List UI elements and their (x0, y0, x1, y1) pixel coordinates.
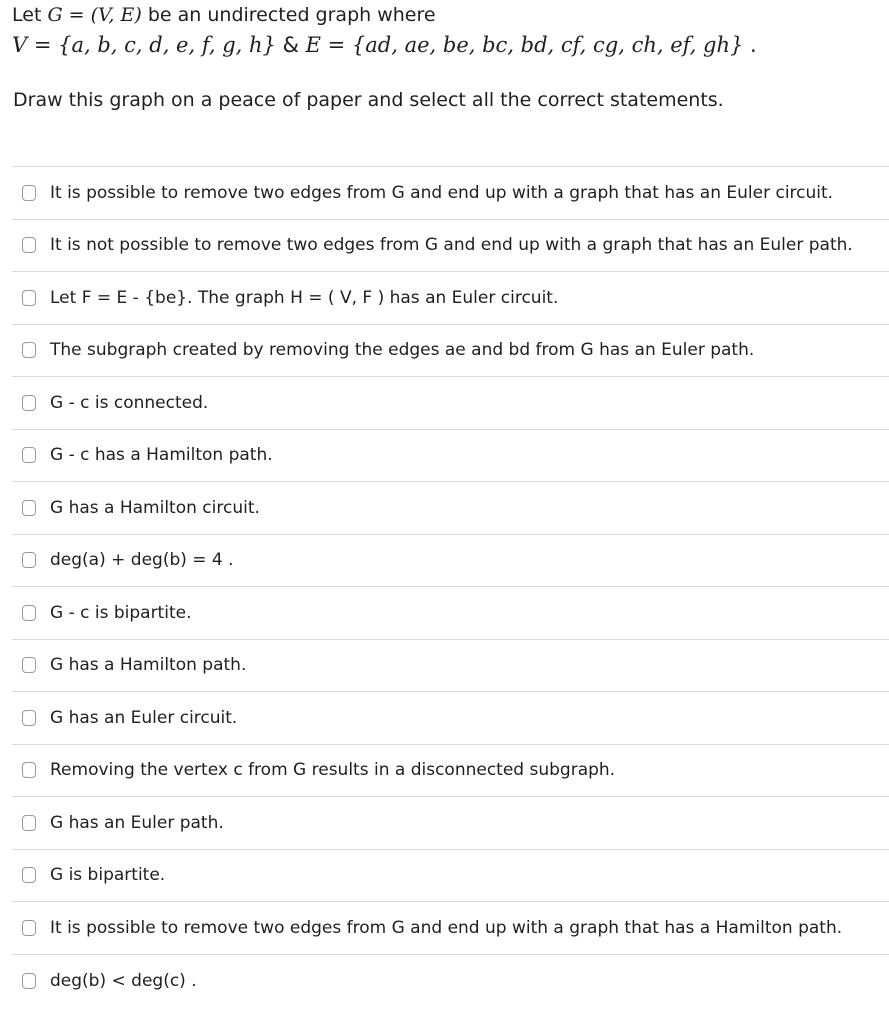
ampersand: & (282, 33, 299, 57)
answer-label-7: G has a Hamilton circuit. (50, 497, 260, 518)
answer-option-5[interactable] (12, 377, 889, 430)
edge-set: E = {ad, ae, be, bc, bd, cf, cg, ch, ef, gh} (305, 33, 744, 57)
answer-label-9: G - c is bipartite. (50, 602, 192, 623)
answer-option-14[interactable] (12, 850, 889, 903)
checkbox-10[interactable] (22, 657, 36, 673)
answer-label-10: G has a Hamilton path. (50, 655, 247, 676)
checkbox-2[interactable] (22, 237, 36, 253)
checkbox-5[interactable] (22, 395, 36, 411)
graph-definition: G = (V, E) (47, 4, 142, 26)
answer-label-4: The subgraph created by removing the edges ae and bd from G has an Euler path. (50, 340, 755, 361)
answer-list (12, 166, 889, 1007)
answer-label-14: G is bipartite. (50, 865, 166, 886)
answer-label-5: G - c is connected. (50, 392, 209, 413)
answer-option-12[interactable] (12, 745, 889, 798)
checkbox-13[interactable] (22, 815, 36, 831)
question-suffix: be an undirected graph where (147, 4, 436, 26)
answer-label-2: It is not possible to remove two edges from G and end up with a graph that has an Euler path. (50, 235, 853, 256)
answer-label-12: Removing the vertex c from G results in a disconnected subgraph. (50, 760, 616, 781)
answer-option-1[interactable] (12, 167, 889, 220)
vertex-set: V = {a, b, c, d, e, f, g, h} (12, 33, 276, 57)
answer-option-4[interactable] (12, 325, 889, 378)
question-line-1 (12, 0, 882, 30)
checkbox-16[interactable] (22, 973, 36, 989)
checkbox-9[interactable] (22, 605, 36, 621)
answer-label-3: Let F = E - {be}. The graph H = ( V, F ) has an Euler circuit. (50, 287, 559, 308)
checkbox-8[interactable] (22, 552, 36, 568)
checkbox-6[interactable] (22, 447, 36, 463)
checkbox-3[interactable] (22, 290, 36, 306)
answer-option-13[interactable] (12, 797, 889, 850)
checkbox-4[interactable] (22, 342, 36, 358)
question-line-2 (12, 30, 882, 60)
answer-label-1: It is possible to remove two edges from G and end up with a graph that has an Euler circuit. (50, 182, 834, 203)
answer-label-11: G has an Euler circuit. (50, 707, 238, 728)
answer-label-8: deg(a) + deg(b) = 4 . (50, 550, 234, 571)
answer-option-3[interactable] (12, 272, 889, 325)
answer-option-2[interactable] (12, 220, 889, 273)
instruction-text: Draw this graph on a peace of paper and select all the correct statements. (13, 89, 724, 111)
checkbox-11[interactable] (22, 710, 36, 726)
checkbox-1[interactable] (22, 185, 36, 201)
question-prefix: Let (12, 4, 42, 26)
question-text (12, 0, 882, 60)
checkbox-14[interactable] (22, 867, 36, 883)
answer-label-13: G has an Euler path. (50, 812, 224, 833)
answer-label-16: deg(b) < deg(c) . (50, 970, 197, 991)
checkbox-12[interactable] (22, 762, 36, 778)
answer-option-15[interactable] (12, 902, 889, 955)
answer-label-6: G - c has a Hamilton path. (50, 445, 273, 466)
checkbox-15[interactable] (22, 920, 36, 936)
answer-option-8[interactable] (12, 535, 889, 588)
answer-label-15: It is possible to remove two edges from G and end up with a graph that has a Hamilton path. (50, 917, 843, 938)
answer-option-9[interactable] (12, 587, 889, 640)
answer-option-7[interactable] (12, 482, 889, 535)
checkbox-7[interactable] (22, 500, 36, 516)
answer-option-10[interactable] (12, 640, 889, 693)
answer-option-6[interactable] (12, 430, 889, 483)
answer-option-16[interactable] (12, 955, 889, 1008)
answer-option-11[interactable] (12, 692, 889, 745)
line-end-period: . (750, 33, 757, 57)
